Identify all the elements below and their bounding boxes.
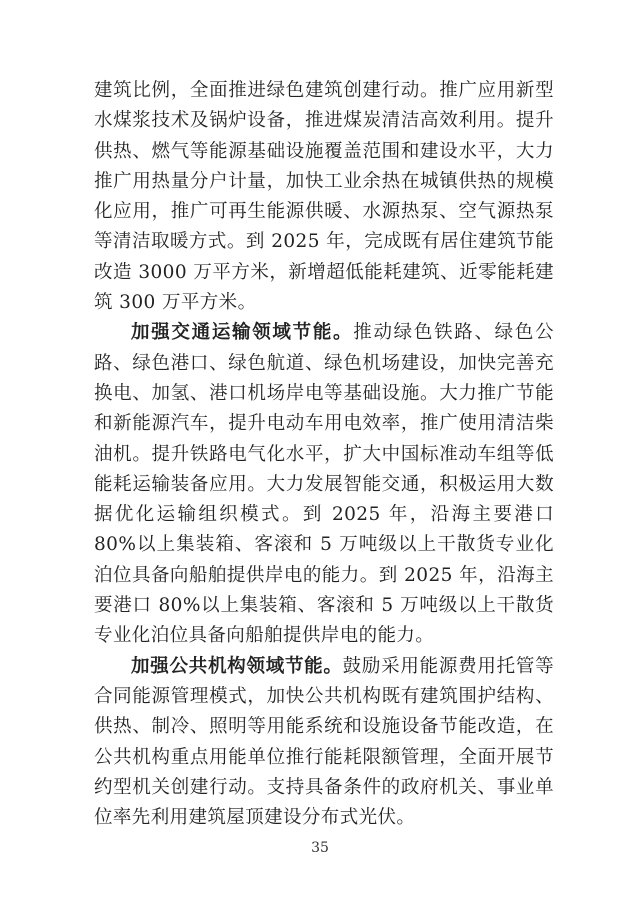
page-number: 35 — [311, 840, 329, 856]
paragraph-transport-energy — [94, 318, 554, 651]
paragraph-building-energy — [94, 76, 554, 318]
paragraph-heading: 加强公共机构领域节能。 — [131, 655, 343, 677]
paragraph-heading: 加强交通运输领域节能。 — [131, 322, 354, 344]
paragraph-public-institution-energy — [94, 652, 554, 834]
body-text — [94, 76, 554, 833]
paragraph-text: 建筑比例，全面推进绿色建筑创建行动。推广应用新型水煤浆技术及锅炉设备，推进煤炭清洁高效利用。提升供热、燃气等能源基础设施覆盖范围和建设水平，大力推广用热量分户计量，加快工业余热在城镇供热的规模化应用，推广可再生能源供暖、水源热泵、空气源热泵等清洁取暖方式。到 2025 年，完成既有居住建筑节能改造 3000 万平方米，新增超低能耗建筑、近零能耗建筑 300 万平方米。 — [94, 80, 554, 314]
paragraph-text: 推动绿色铁路、绿色公路、绿色港口、绿色航道、绿色机场建设，加快完善充换电、加氢、港口机场岸电等基础设施。大力推广节能和新能源汽车，提升电动车用电效率，推广使用清洁柴油机。提升铁路电气化水平，扩大中国标准动车组等低能耗运输装备应用。大力发展智能交通，积极运用大数据优化运输组织模式。到 2025 年，沿海主要港口 80%以上集装箱、客滚和 5 万吨级以上干散货专业化泊位具备向船舶提供岸电的能力。到 2025 年，沿海主要港口 80%以上集装箱、客滚和 5 万吨级以上干散货专业化泊位具备向船舶提供岸电的能力。 — [94, 322, 554, 647]
paragraph-text: 鼓励采用能源费用托管等合同能源管理模式，加快公共机构既有建筑围护结构、供热、制冷、照明等用能系统和设施设备节能改造，在公共机构重点用能单位推行能耗限额管理，全面开展节约型机关创建行动。支持具备条件的政府机关、事业单位率先利用建筑屋顶建设分布式光伏。 — [94, 655, 554, 829]
